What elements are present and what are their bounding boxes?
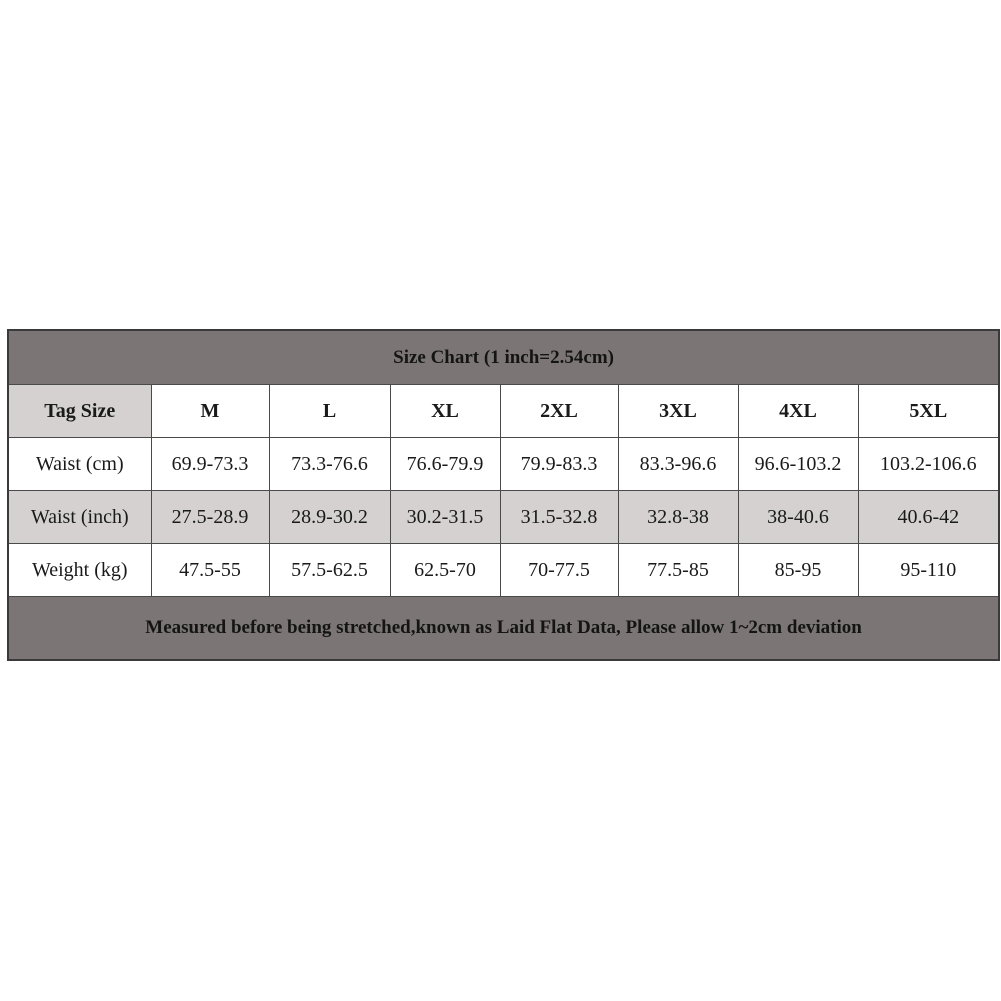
table-cell: 28.9-30.2 bbox=[269, 491, 390, 544]
row-label: Waist (inch) bbox=[8, 491, 151, 544]
table-cell: 77.5-85 bbox=[618, 544, 738, 597]
table-cell: 47.5-55 bbox=[151, 544, 269, 597]
table-cell: 73.3-76.6 bbox=[269, 438, 390, 491]
size-chart-title: Size Chart (1 inch=2.54cm) bbox=[8, 330, 999, 385]
header-row bbox=[8, 385, 999, 438]
size-header-3xl: 3XL bbox=[618, 385, 738, 438]
row-label: Weight (kg) bbox=[8, 544, 151, 597]
size-header-2xl: 2XL bbox=[500, 385, 618, 438]
row-label: Waist (cm) bbox=[8, 438, 151, 491]
table-cell: 85-95 bbox=[738, 544, 858, 597]
size-header-m: M bbox=[151, 385, 269, 438]
table-cell: 62.5-70 bbox=[390, 544, 500, 597]
title-row bbox=[8, 330, 999, 385]
table-cell: 27.5-28.9 bbox=[151, 491, 269, 544]
table-cell: 69.9-73.3 bbox=[151, 438, 269, 491]
table-cell: 96.6-103.2 bbox=[738, 438, 858, 491]
measurement-note: Measured before being stretched,known as Laid Flat Data, Please allow 1~2cm deviation bbox=[8, 597, 999, 661]
waist-cm-row bbox=[8, 438, 999, 491]
tag-size-label: Tag Size bbox=[8, 385, 151, 438]
size-header-xl: XL bbox=[390, 385, 500, 438]
table-cell: 38-40.6 bbox=[738, 491, 858, 544]
table-cell: 83.3-96.6 bbox=[618, 438, 738, 491]
table-cell: 95-110 bbox=[858, 544, 999, 597]
footer-row bbox=[8, 597, 999, 661]
size-header-5xl: 5XL bbox=[858, 385, 999, 438]
table-cell: 57.5-62.5 bbox=[269, 544, 390, 597]
table-cell: 31.5-32.8 bbox=[500, 491, 618, 544]
size-header-4xl: 4XL bbox=[738, 385, 858, 438]
table-cell: 40.6-42 bbox=[858, 491, 999, 544]
size-chart-table bbox=[7, 329, 1000, 661]
size-header-l: L bbox=[269, 385, 390, 438]
weight-kg-row bbox=[8, 544, 999, 597]
table-cell: 76.6-79.9 bbox=[390, 438, 500, 491]
table-cell: 32.8-38 bbox=[618, 491, 738, 544]
table-cell: 70-77.5 bbox=[500, 544, 618, 597]
waist-inch-row bbox=[8, 491, 999, 544]
table-cell: 103.2-106.6 bbox=[858, 438, 999, 491]
table-cell: 30.2-31.5 bbox=[390, 491, 500, 544]
table-cell: 79.9-83.3 bbox=[500, 438, 618, 491]
